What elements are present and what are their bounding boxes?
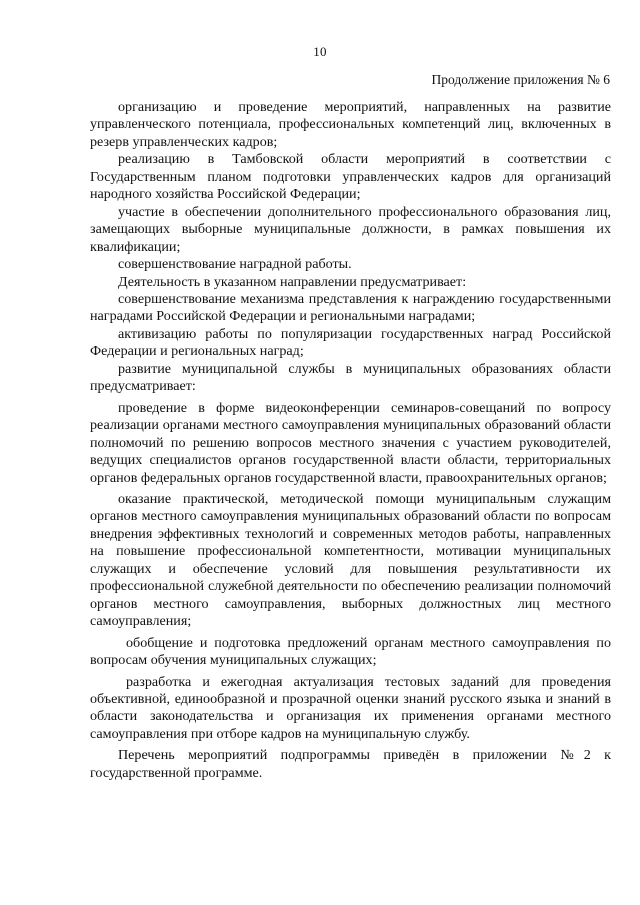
paragraph-reserve-development: организацию и проведение мероприятий, направленных на развитие управленческого потенциала, профессиональных компетенций лиц, включенных в резерв управленческих кадров; <box>90 99 611 150</box>
appendix-continuation-note: Продолжение приложения № 6 <box>431 72 610 87</box>
paragraph-award-popularization: активизацию работы по популяризации государственных наград Российской Федерации и региональных наград; <box>90 325 611 360</box>
paragraph-activity-list: Перечень мероприятий подпрограммы приведён в приложении №2 к государственной программе. <box>90 747 611 781</box>
paragraph-activity-intro: Деятельность в указанном направлении предусматривает: <box>118 273 467 290</box>
paragraph-state-plan: реализацию в Тамбовской области мероприятий в соответствии с Государственным планом подготовки управленческих кадров для организаций народного хозяйства Российской Федерации; <box>90 151 611 203</box>
paragraph-videoconference: проведение в форме видеоконференции семинаров-совещаний по вопросу реализации органами местного самоуправления муниципальных образований области полномочий по решению вопросов местного значения с участием руководителей, ведущих специалистов органов государственной власти области, территориальных органов федеральных органов государственной власти, правоохранительных органов; <box>90 399 611 486</box>
paragraph-test-tasks: разработка и ежегодная актуализация тестовых заданий для проведения объективной, единообразной и прозрачной оценки знаний русского языка и знаний в области законодательства и организация их применения органами местного самоуправления при отборе кадров на муниципальную службу. <box>90 673 611 742</box>
page-number: 10 <box>313 44 327 59</box>
paragraph-award-mechanism: совершенствование механизма представления к награждению государственными наградами Российской Федерации и региональными наградами; <box>90 290 611 325</box>
paragraph-proposals: обобщение и подготовка предложений органам местного самоуправления по вопросам обучения муниципальных служащих; <box>90 634 611 669</box>
body-text <box>90 99 611 782</box>
paragraph-additional-education: участие в обеспечении дополнительного профессионального образования лиц, замещающих выборные муниципальные должности, в рамках повышения их квалификации; <box>90 203 611 255</box>
paragraph-award-work: совершенствование наградной работы. <box>118 256 352 273</box>
paragraph-methodical-help: оказание практической, методической помощи муниципальным служащим органов местного самоуправления муниципальных образований области по вопросам внедрения эффективных технологий и современных методов работы, направленных на повышение профессиональной компетентности, мотивации муниципальных служащих и обеспечение условий для повышения результативности их профессиональной служебной деятельности по обеспечению реализации полномочий органов местного самоуправления, выборных должностных лиц местного самоуправления; <box>90 490 611 630</box>
paragraph-municipal-service: развитие муниципальной службы в муниципальных образованиях области предусматривает: <box>90 360 611 395</box>
